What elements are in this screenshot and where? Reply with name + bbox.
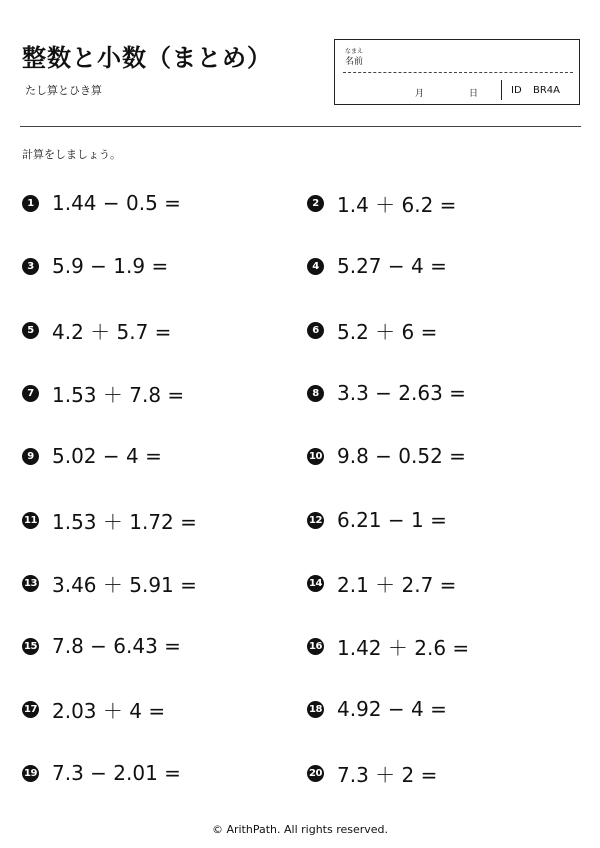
problem-expression: 4.2 ＋ 5.7 = xyxy=(52,319,172,344)
problem-expression: 1.53 ＋ 1.72 = xyxy=(52,509,197,534)
problem-number-badge: 7 xyxy=(22,385,39,402)
problem-expression: 7.8 − 6.43 = xyxy=(52,634,181,658)
problem-expression: 1.42 ＋ 2.6 = xyxy=(337,635,470,660)
problem-item xyxy=(307,378,466,408)
problem-expression: 5.27 − 4 = xyxy=(337,254,447,278)
problem-number-badge: 20 xyxy=(307,765,324,782)
problem-number-badge: 19 xyxy=(22,765,39,782)
problem-number-badge: 1 xyxy=(22,195,39,212)
page-subtitle: たし算とひき算 xyxy=(25,84,102,97)
problem-expression: 1.44 − 0.5 = xyxy=(52,191,181,215)
instruction: 計算をしましょう。 xyxy=(22,148,121,161)
problem-number-badge: 12 xyxy=(307,512,324,529)
problem-item xyxy=(307,758,437,788)
problem-expression: 5.2 ＋ 6 = xyxy=(337,319,438,344)
name-label: 名前 xyxy=(345,57,364,67)
problem-number-badge: 13 xyxy=(22,575,39,592)
problem-expression: 2.1 ＋ 2.7 = xyxy=(337,572,457,597)
page-title: 整数と小数（まとめ） xyxy=(22,44,272,72)
problem-expression: 7.3 − 2.01 = xyxy=(52,761,181,785)
problem-item xyxy=(22,505,197,535)
problem-number-badge: 18 xyxy=(307,701,324,718)
problem-number-badge: 3 xyxy=(22,258,39,275)
problem-expression: 2.03 ＋ 4 = xyxy=(52,698,166,723)
problem-number-badge: 9 xyxy=(22,448,39,465)
name-dotted-line xyxy=(343,72,573,73)
problem-item xyxy=(22,694,165,724)
problem-number-badge: 17 xyxy=(22,701,39,718)
problem-item xyxy=(307,251,447,281)
name-ruby: なまえ xyxy=(345,48,364,55)
id-separator xyxy=(501,80,502,100)
problem-item xyxy=(307,694,447,724)
problem-number-badge: 11 xyxy=(22,512,39,529)
id-label: ID xyxy=(511,85,522,96)
problem-number-badge: 5 xyxy=(22,322,39,339)
problem-expression: 4.92 − 4 = xyxy=(337,697,447,721)
header-divider xyxy=(20,126,581,127)
problem-number-badge: 6 xyxy=(307,322,324,339)
problem-item xyxy=(307,188,456,218)
problem-expression: 3.3 − 2.63 = xyxy=(337,381,466,405)
problem-number-badge: 10 xyxy=(307,448,324,465)
problem-item xyxy=(22,378,184,408)
problem-item xyxy=(22,758,181,788)
problem-item xyxy=(22,315,171,345)
copyright-footer: © ArithPath. All rights reserved. xyxy=(211,823,389,836)
month-label: 月 xyxy=(415,89,425,99)
problem-item xyxy=(22,251,168,281)
problem-expression: 5.9 − 1.9 = xyxy=(52,254,169,278)
problem-number-badge: 15 xyxy=(22,638,39,655)
problem-item xyxy=(307,631,469,661)
problem-item xyxy=(22,568,197,598)
name-box xyxy=(334,39,580,105)
problem-number-badge: 16 xyxy=(307,638,324,655)
problem-expression: 6.21 − 1 = xyxy=(337,508,447,532)
problem-item xyxy=(307,505,447,535)
problem-number-badge: 8 xyxy=(307,385,324,402)
problem-expression: 5.02 − 4 = xyxy=(52,444,162,468)
problem-item xyxy=(307,441,466,471)
problem-number-badge: 2 xyxy=(307,195,324,212)
id-value: BR4A xyxy=(533,85,561,96)
problem-expression: 1.53 ＋ 7.8 = xyxy=(52,382,185,407)
problem-expression: 7.3 ＋ 2 = xyxy=(337,762,438,787)
problem-number-badge: 14 xyxy=(307,575,324,592)
problem-number-badge: 4 xyxy=(307,258,324,275)
problem-item xyxy=(22,188,181,218)
problem-item xyxy=(307,568,456,598)
problem-item xyxy=(22,631,181,661)
day-label: 日 xyxy=(469,89,479,99)
problem-expression: 3.46 ＋ 5.91 = xyxy=(52,572,197,597)
problem-item xyxy=(307,315,437,345)
problem-expression: 1.4 ＋ 6.2 = xyxy=(337,192,457,217)
problem-item xyxy=(22,441,162,471)
problem-expression: 9.8 − 0.52 = xyxy=(337,444,466,468)
